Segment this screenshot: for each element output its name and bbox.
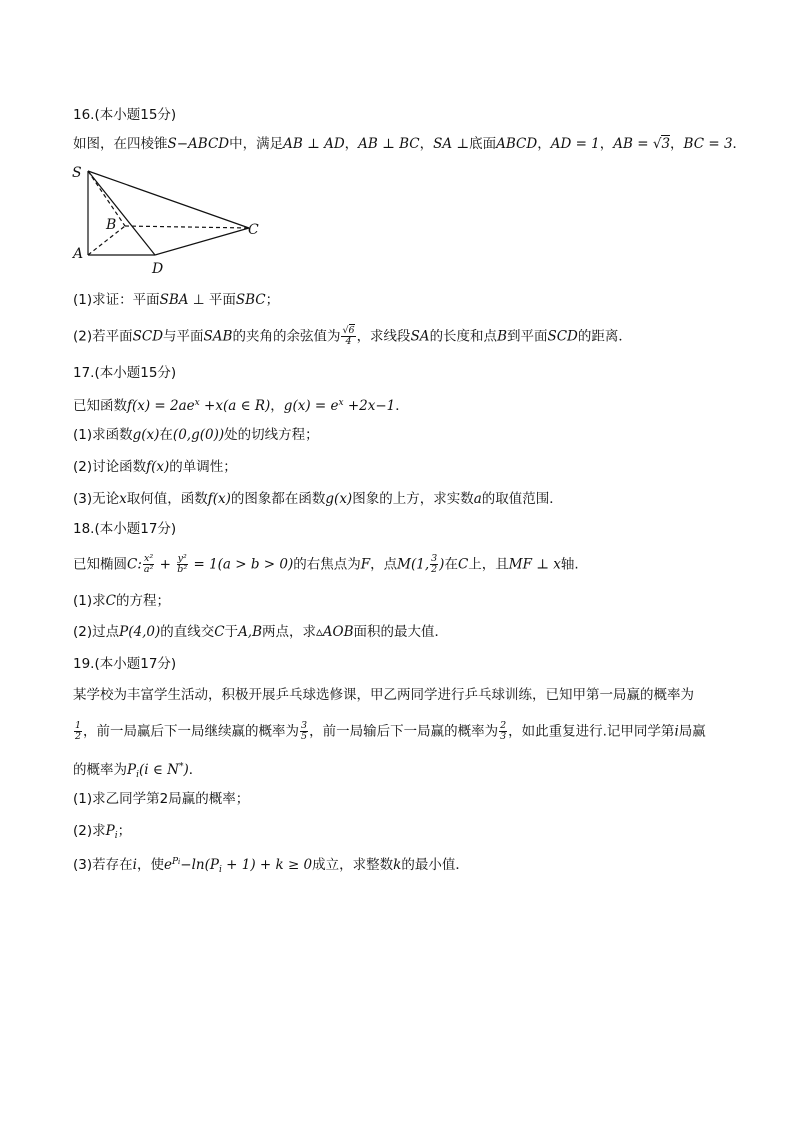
- fraction-3-over-2: $\frac{3}{2}$: [431, 553, 438, 575]
- q19-part1: (1)求乙同学第2局赢的概率；: [73, 791, 250, 807]
- q17-header: 17.(本小题15分): [73, 365, 177, 381]
- edge-SD: [88, 171, 155, 255]
- q18-part2: (2)过点P(4,0)的直线交C于A,B两点，求▵AOB面积的最大值．: [73, 624, 449, 640]
- label-A: A: [73, 246, 84, 262]
- q17-stem: 已知函数$f(x) = 2ae^x +x(a$ ∈ R)，$g(x) = e^x +2x-1$．: [73, 398, 409, 414]
- fraction-x2-a2: $\frac{\text{x²}}{\text{a²}}$: [143, 553, 154, 575]
- q19-line1: 某学校为丰富学生活动，积极开展乒乓球选修课，甲乙两同学进行乒乓球训练，已知甲第一局赢的概率为: [73, 687, 694, 703]
- q16-part2: (2)若平面SCD与平面SAB的夹角的余弦值为 $\frac{√6}{4}$ ，求线段SA的长度和点B到平面SCD的距离．: [73, 325, 632, 347]
- label-B: B: [106, 217, 117, 233]
- fraction-sqrt6-over-4: $\frac{√6}{4}$: [342, 325, 355, 347]
- pyramid-figure: [68, 162, 268, 277]
- label-C: C: [248, 222, 259, 238]
- fraction-1-over-2: $\frac{1}{2}$: [75, 720, 82, 742]
- q17-part1: (1)求函数g(x)在(0,g(0))处的切线方程；: [73, 427, 319, 443]
- q16-part1: (1)求证：平面SBA ⊥ 平面SBC；: [73, 292, 280, 308]
- edge-BC: [125, 226, 249, 228]
- q18-part1: (1)求C的方程；: [73, 593, 170, 609]
- q19-line3: 的概率为$P_i(i$ ∈ N*)．: [73, 762, 203, 780]
- edge-DC: [155, 228, 249, 255]
- fraction-3-over-5: $\frac{3}{5}$: [301, 720, 308, 742]
- q18-stem: 已知椭圆C: $\frac{\text{x²}}{\text{a²}}$ + $\frac{\text{y²}}{\text{b²}}$ = 1(a > b > 0)的右焦点为F，点M(1, $\frac{3}{2}$ )在C上，且MF ⊥ x轴.: [73, 553, 579, 575]
- q17-part3: (3)无论x取何值，函数f(x)的图象都在函数g(x)图象的上方，求实数a的取值范围．: [73, 491, 563, 507]
- fraction-y2-b2: $\frac{\text{y²}}{\text{b²}}$: [177, 553, 188, 575]
- fraction-2-over-3: $\frac{2}{3}$: [500, 720, 507, 742]
- q16-stem: 如图，在四棱锥S−ABCD中，满足AB ⊥ AD，AB ⊥ BC，SA ⊥底面ABCD，AD = 1，AB = √3，BC = 3．: [73, 136, 747, 152]
- q17-part2: (2)讨论函数f(x)的单调性；: [73, 459, 237, 475]
- label-S: S: [72, 165, 82, 181]
- q19-part2: (2)求$P_i$；: [73, 823, 132, 841]
- label-D: D: [152, 261, 164, 277]
- q19-line2: $\frac{1}{2}$ ，前一局赢后下一局继续赢的概率为 $\frac{3}{5}$ ，前一局输后下一局赢的概率为 $\frac{2}{3}$ ，如此重复进行.记甲同学第i局赢: [75, 720, 706, 742]
- q19-part3: (3)若存在i，使$e^{Pi}-\ln(P_i + 1) + k \ge 0$成立，求整数k的最小值．: [73, 857, 469, 875]
- q16-header: 16.(本小题15分): [73, 107, 177, 123]
- q19-header: 19.(本小题17分): [73, 656, 177, 672]
- exponent-p-i: Pi: [171, 857, 181, 867]
- q18-header: 18.(本小题17分): [73, 521, 177, 537]
